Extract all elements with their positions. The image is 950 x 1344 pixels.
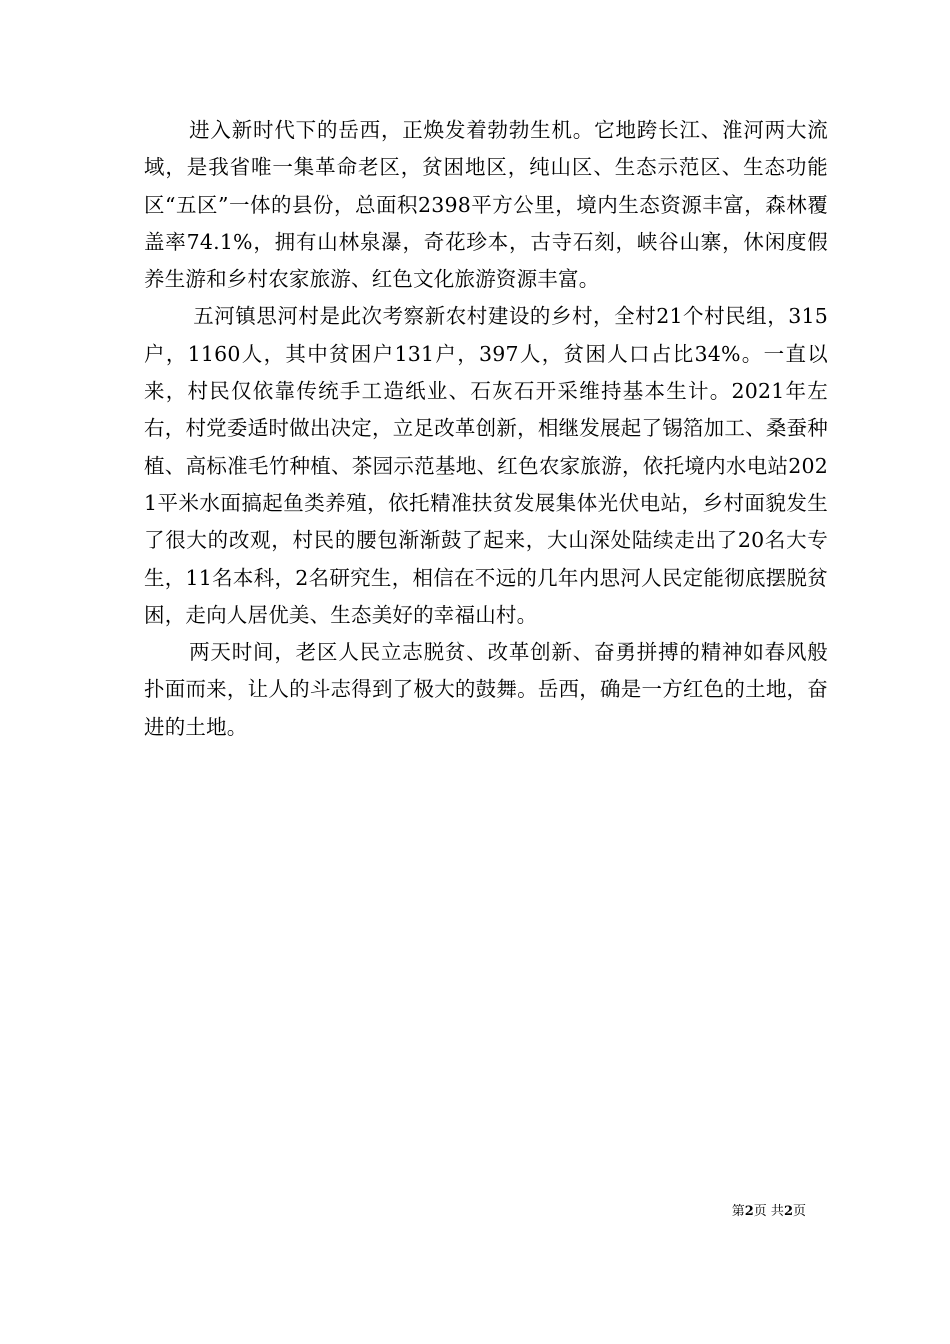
footer-current-page: 2: [744, 1204, 754, 1219]
footer-middle: 页 共: [753, 1204, 784, 1219]
footer-prefix: 第: [731, 1204, 745, 1219]
paragraph-2: 五河镇思河村是此次考察新农村建设的乡村，全村21个村民组，315户，1160人，其中贫困户131户，397人，贫困人口占比34%。一直以来，村民仅依靠传统手工造纸业、石灰石开采维持基本生计。2021年左右，村党委适时做出决定，立足改革创新，相继发展起了锡箔加工、桑蚕种植、高标准毛竹种植、茶园示范基地、红色农家旅游，依托境内水电站2021平米水面搞起鱼类养殖，依托精准扶贫发展集体光伏电站，乡村面貌发生了很大的改观，村民的腰包渐渐鼓了起来，大山深处陆续走出了20名大专生，11名本科，2名研究生，相信在不远的几年内思河人民定能彻底摆脱贫困，走向人居优美、生态美好的幸福山村。: [144, 304, 828, 627]
footer-total-pages: 2: [783, 1204, 793, 1219]
document-body: [144, 112, 828, 746]
paragraph-3: 两天时间，老区人民立志脱贫、改革创新、奋勇拼搏的精神如春风般扑面而来，让人的斗志得到了极大的鼓舞。岳西，确是一方红色的土地，奋进的土地。: [144, 640, 828, 739]
page-number-footer: [732, 1203, 806, 1221]
paragraph-1: 进入新时代下的岳西，正焕发着勃勃生机。它地跨长江、淮河两大流域，是我省唯一集革命老区，贫困地区，纯山区、生态示范区、生态功能区“五区”一体的县份，总面积2398平方公里，境内生态资源丰富，森林覆盖率74.1%，拥有山林泉瀑，奇花珍本，古寺石刻，峡谷山寨，休闲度假养生游和乡村农家旅游、红色文化旅游资源丰富。: [144, 118, 828, 292]
footer-suffix: 页: [792, 1204, 806, 1219]
